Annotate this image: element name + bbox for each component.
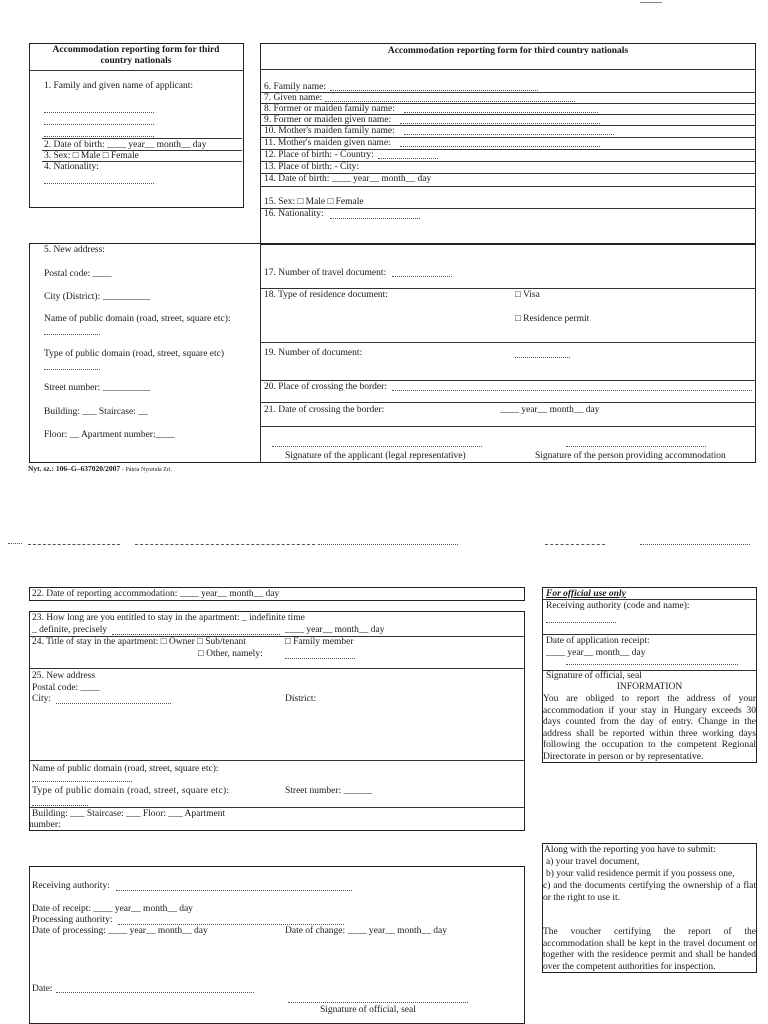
- printer-credit: - Pátria Nyomda Zrt.: [121, 467, 172, 473]
- provider-signature-label: Signature of the person providing accommodation: [535, 451, 726, 461]
- field-10-mother-family-name: 10. Mother's maiden family name:: [264, 126, 395, 136]
- field-14-date-of-birth[interactable]: 14. Date of birth: ____ year__ month__ day: [264, 174, 432, 184]
- city-district[interactable]: City (District): __________: [44, 292, 151, 302]
- field-17-travel-document: 17. Number of travel document:: [264, 268, 387, 278]
- field-15-sex[interactable]: 15. Sex: □ Male □ Female: [264, 197, 364, 207]
- field-9-former-given-name: 9. Former or maiden given name:: [264, 115, 392, 125]
- field-6-family-name: 6. Family name:: [264, 82, 327, 92]
- other-checkbox[interactable]: □ Other, namely:: [198, 649, 263, 659]
- cut-line: [8, 543, 22, 544]
- field-1-label: 1. Family and given name of applicant:: [44, 81, 194, 91]
- visa-checkbox[interactable]: □ Visa: [515, 290, 540, 300]
- field-23-stay-duration[interactable]: 23. How long are you entitled to stay in the apartment: _ indefinite time: [32, 613, 305, 623]
- submit-item-c: c) and the documents certifying the ownership of a flat or the right to use it.: [543, 881, 756, 903]
- form-code: [28, 463, 172, 476]
- processing-authority: Processing authority:: [32, 915, 113, 925]
- field-18-residence-document: 18. Type of residence document:: [264, 290, 388, 300]
- field-8-former-family-name: 8. Former or maiden family name:: [264, 104, 395, 114]
- field-21-date-value[interactable]: ____ year__ month__ day: [500, 405, 600, 415]
- processing-receiving-authority: Receiving authority:: [32, 881, 110, 891]
- processing-date[interactable]: Date of processing: ____ year__ month__ day: [32, 926, 208, 936]
- processing-date-receipt[interactable]: Date of receipt: ____ year__ month__ day: [32, 904, 193, 914]
- field-19-document-number: 19. Number of document:: [264, 348, 363, 358]
- application-receipt-value[interactable]: ____ year__ month__ day: [546, 648, 646, 658]
- family-member-checkbox[interactable]: □ Family member: [285, 637, 354, 647]
- official-use-title: For official use only: [546, 589, 626, 599]
- field-7-given-name: 7. Given name:: [264, 93, 323, 103]
- left-form-title: Accommodation reporting form for third country nationals: [52, 45, 220, 66]
- submit-item-b: b) your valid residence permit if you possess one,: [546, 869, 735, 879]
- voucher-text: The voucher certifying the report of the accommodation shall be kept in the travel document or together with the residence permit and shall be handed over the competent authorities for inspection.: [543, 927, 756, 972]
- bottom-building-floor[interactable]: Building: ___ Staircase: ___ Floor: ___ Apartment: [32, 809, 226, 819]
- bottom-public-domain-name: Name of public domain (road, street, square etc):: [32, 764, 219, 774]
- receiving-authority-label: Receiving authority (code and name):: [546, 601, 690, 611]
- field-2-date-of-birth[interactable]: 2. Date of birth: ____ year__ month__ day: [44, 140, 207, 150]
- date-of-change[interactable]: Date of change: ____ year__ month__ day: [285, 926, 447, 936]
- field-3-sex[interactable]: 3. Sex: □ Male □ Female: [44, 151, 139, 161]
- public-domain-type: Type of public domain (road, street, square etc): [44, 349, 225, 359]
- field-4-nationality: 4. Nationality:: [44, 162, 99, 172]
- right-form-title: Accommodation reporting form for third country nationals: [387, 46, 629, 56]
- public-domain-name: Name of public domain (road, street, square etc):: [44, 314, 231, 324]
- application-receipt-date: Date of application receipt:: [546, 636, 650, 646]
- field-23-date[interactable]: ____ year__ month__ day: [285, 625, 385, 635]
- submit-intro: Along with the reporting you have to submit:: [544, 845, 716, 855]
- form-code-number: Nyt. sz.: 106–G–637020/2007: [28, 464, 121, 473]
- bottom-public-domain-type: Type of public domain (road, street, square etc):: [32, 786, 230, 796]
- information-title: INFORMATION: [616, 682, 683, 692]
- bottom-postal-code[interactable]: Postal code: ____: [32, 683, 100, 693]
- bottom-district[interactable]: District:: [285, 694, 317, 704]
- field-25-new-address: 25. New address: [32, 671, 96, 681]
- processing-signature-label: Signature of official, seal: [320, 1005, 416, 1015]
- bottom-street-number[interactable]: Street number: ______: [285, 786, 373, 796]
- information-text: You are obliged to report the address of your accommodation if your stay in Hungary exceeds 30 days counted from the day of entry. Change in the address shall be reported within three working days following the occupation to the competent Regional Directorate in person or by representative.: [543, 694, 756, 762]
- field-24-title-of-stay[interactable]: 24. Title of stay in the apartment: □ Owner □ Sub/tenant: [32, 637, 246, 647]
- field-21-border-date: 21. Date of crossing the border:: [264, 405, 385, 415]
- street-number[interactable]: Street number: __________: [44, 383, 151, 393]
- processing-date-label: Date:: [32, 984, 53, 994]
- official-signature-label: Signature of official, seal: [546, 671, 642, 681]
- bottom-apartment-number[interactable]: number:: [29, 820, 61, 830]
- floor-apartment[interactable]: Floor: __ Apartment number:____: [44, 430, 175, 440]
- applicant-signature-label: Signature of the applicant (legal representative): [285, 451, 466, 461]
- bottom-city[interactable]: City:: [32, 694, 52, 704]
- field-20-border-place: 20. Place of crossing the border:: [264, 382, 387, 392]
- building-staircase[interactable]: Building: ___ Staircase: __: [44, 407, 148, 417]
- field-13-birth-city: 13. Place of birth: - City:: [264, 162, 359, 172]
- residence-permit-checkbox[interactable]: □ Residence permit: [515, 314, 590, 324]
- field-5-new-address: 5. New address:: [44, 245, 105, 255]
- top-corner-mark: [640, 2, 662, 3]
- submit-item-a: a) your travel document,: [546, 857, 640, 867]
- postal-code[interactable]: Postal code: ____: [44, 269, 112, 279]
- field-12-birth-country: 12. Place of birth: - Country:: [264, 150, 374, 160]
- field-22-reporting-date[interactable]: 22. Date of reporting accommodation: ____ year__ month__ day: [32, 589, 280, 599]
- field-23-definite[interactable]: _ definite, precisely: [32, 625, 108, 635]
- field-16-nationality: 16. Nationality:: [264, 209, 324, 219]
- field-11-mother-given-name: 11. Mother's maiden given name:: [264, 138, 391, 148]
